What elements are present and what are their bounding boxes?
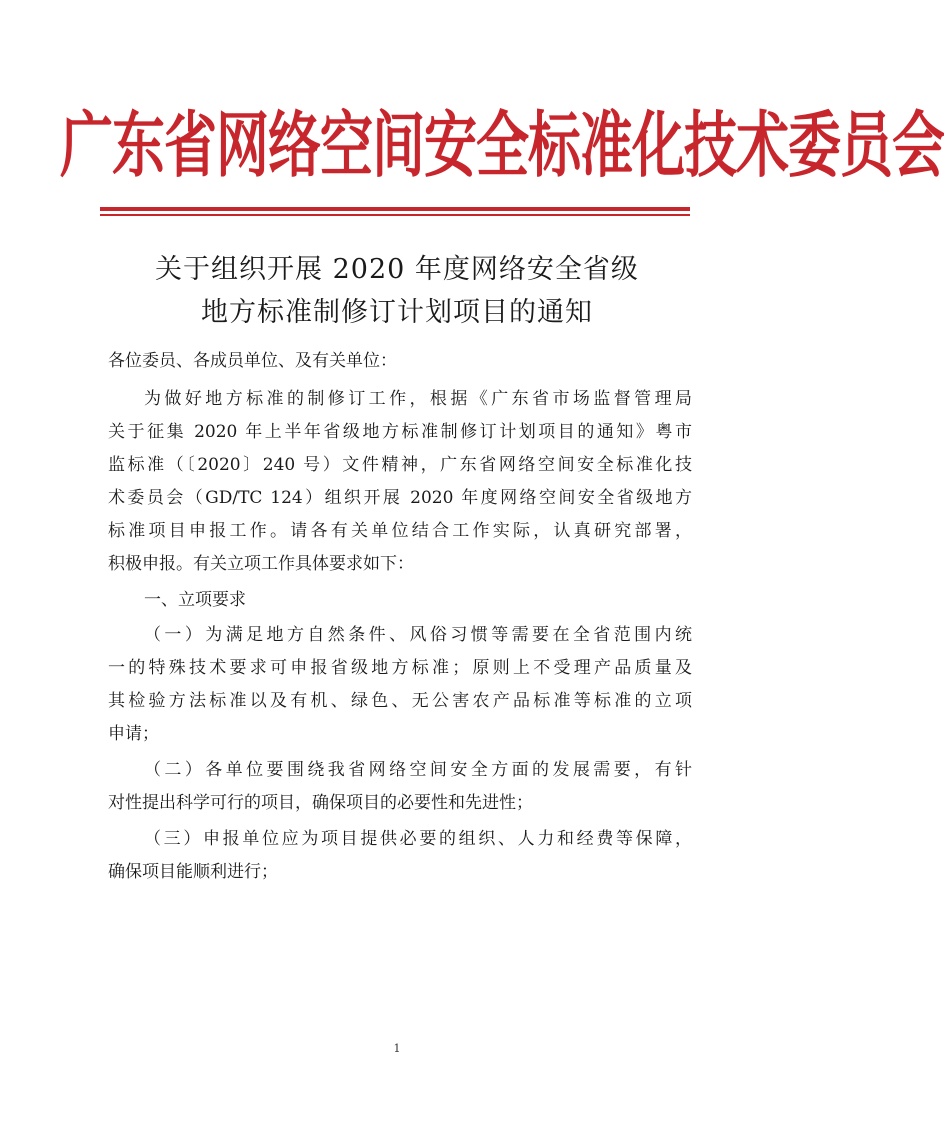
letterhead-rule-thick [100,207,690,211]
item-1-line: 其检验方法标准以及有机、绿色、无公害农产品标准等标准的立项 [108,691,692,711]
intro-line: 术委员会（GD/TC 124）组织开展 2020 年度网络空间安全省级地方 [108,488,692,508]
page-number: 1 [393,1042,401,1055]
document-body [108,346,692,966]
intro-line: 标准项目申报工作。请各有关单位结合工作实际，认真研究部署， [108,521,692,541]
item-3-line: 确保项目能顺利进行； [108,862,278,882]
intro-line: 关于征集 2020 年上半年省级地方标准制修订计划项目的通知》粤市 [108,422,692,442]
intro-line: 为做好地方标准的制修订工作，根据《广东省市场监督管理局 [144,389,692,409]
item-2-line: 对性提出科学可行的项目，确保项目的必要性和先进性； [108,793,533,813]
item-1-line: 一的特殊技术要求可申报省级地方标准；原则上不受理产品质量及 [108,658,692,678]
item-1-line: 申请； [108,724,159,744]
item-2-line: （二）各单位要围绕我省网络空间安全方面的发展需要，有针 [144,760,692,780]
intro-line: 积极申报。有关立项工作具体要求如下： [108,554,414,574]
section-heading: 一、立项要求 [144,590,246,610]
document-title-line-1: 关于组织开展 2020 年度网络安全省级 [155,254,639,285]
salutation: 各位委员、各成员单位、及有关单位： [108,351,397,371]
organization-letterhead: 广东省网络空间安全标准化技术委员会 [60,105,944,188]
item-3-line: （三）申报单位应为项目提供必要的组织、人力和经费等保障， [144,829,692,849]
document-title-line-2: 地方标准制修订计划项目的通知 [201,297,593,328]
item-1-line: （一）为满足地方自然条件、风俗习惯等需要在全省范围内统 [144,625,692,645]
intro-line: 监标准（〔2020〕240 号）文件精神，广东省网络空间安全标准化技 [108,455,692,475]
letterhead-rule-thin [100,214,690,216]
